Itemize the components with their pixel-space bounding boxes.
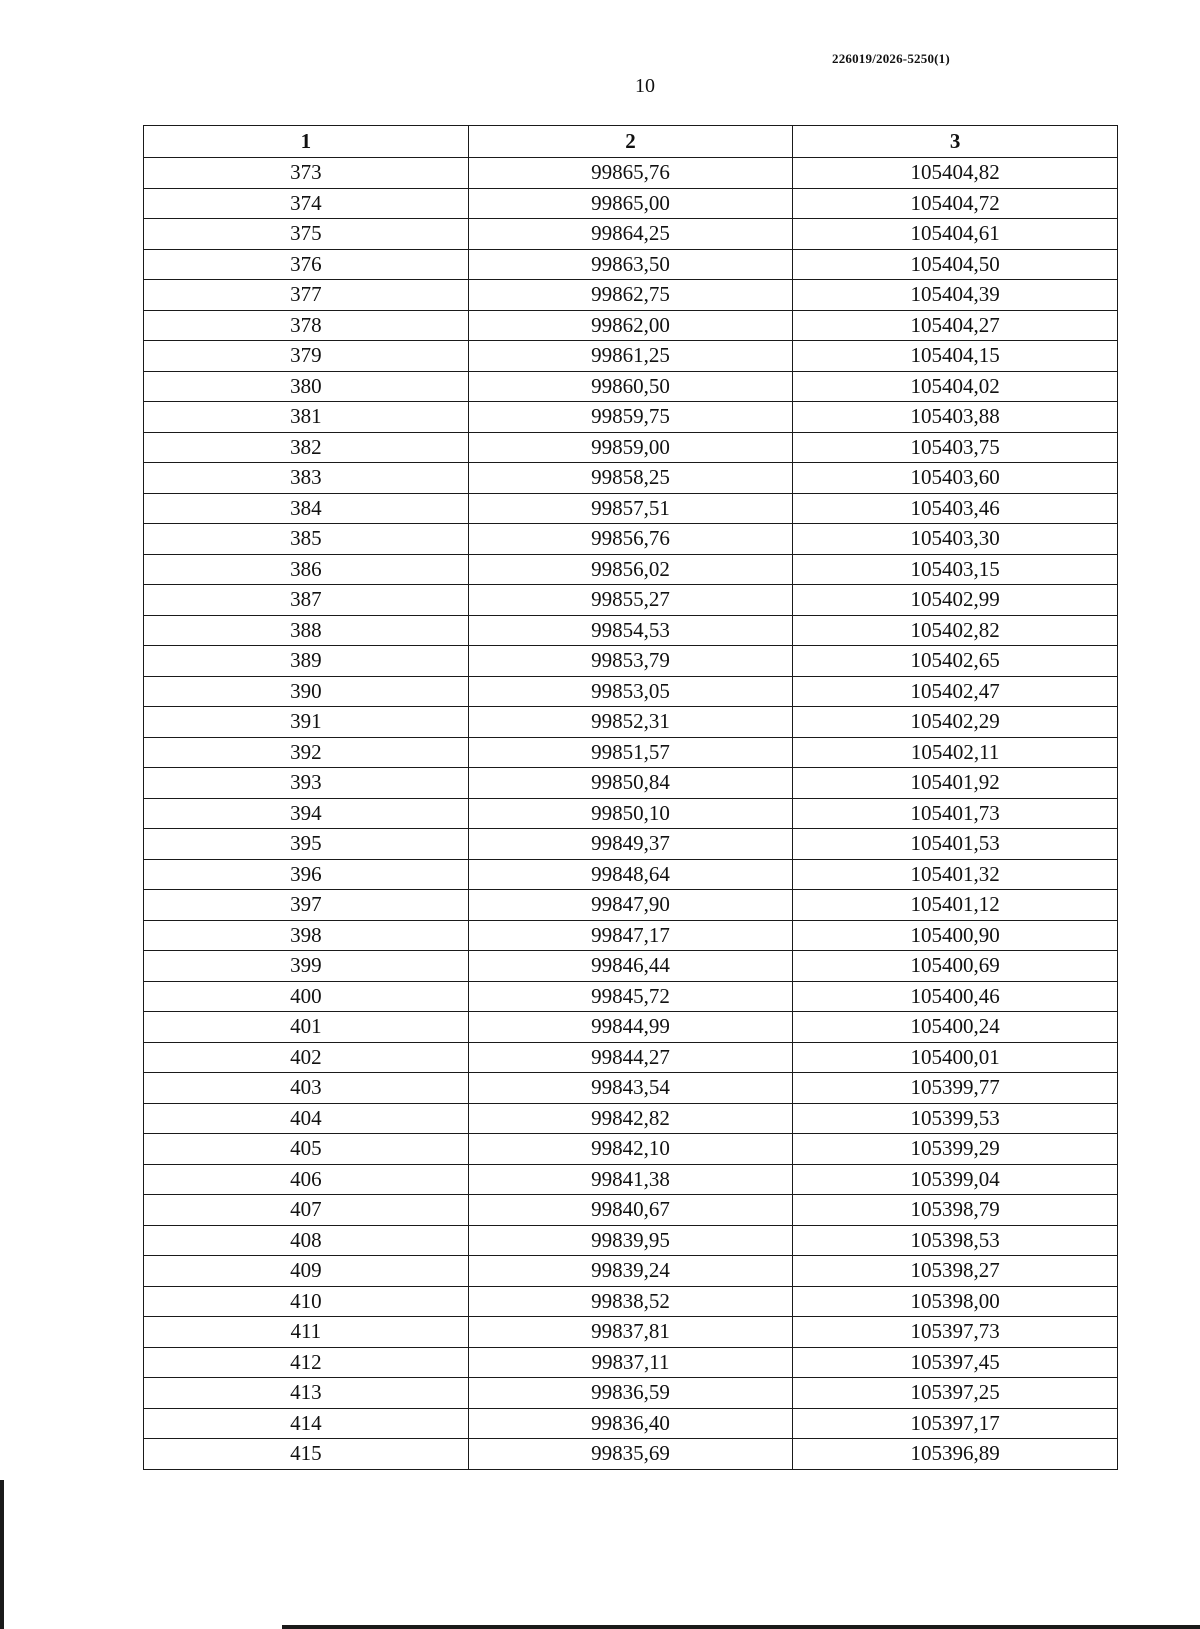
table-row	[144, 463, 1118, 494]
x-coordinate-cell: 99849,37	[468, 829, 793, 860]
x-coordinate-cell: 99859,75	[468, 402, 793, 433]
x-coordinate-cell: 99837,81	[468, 1317, 793, 1348]
y-coordinate-cell: 105404,27	[793, 310, 1118, 341]
table-header-row	[144, 126, 1118, 158]
x-coordinate-cell: 99856,76	[468, 524, 793, 555]
table-row	[144, 1134, 1118, 1165]
y-coordinate-cell: 105403,88	[793, 402, 1118, 433]
y-coordinate-cell: 105401,92	[793, 768, 1118, 799]
x-coordinate-cell: 99836,40	[468, 1408, 793, 1439]
table-row	[144, 310, 1118, 341]
table-row	[144, 341, 1118, 372]
table-row	[144, 1103, 1118, 1134]
x-coordinate-cell: 99853,79	[468, 646, 793, 677]
point-number-cell: 384	[144, 493, 469, 524]
point-number-cell: 377	[144, 280, 469, 311]
page-number: 10	[635, 75, 655, 97]
x-coordinate-cell: 99857,51	[468, 493, 793, 524]
table-row	[144, 890, 1118, 921]
point-number-cell: 392	[144, 737, 469, 768]
point-number-cell: 397	[144, 890, 469, 921]
point-number-cell: 398	[144, 920, 469, 951]
table-row	[144, 981, 1118, 1012]
x-coordinate-cell: 99859,00	[468, 432, 793, 463]
point-number-cell: 395	[144, 829, 469, 860]
table-row	[144, 1164, 1118, 1195]
x-coordinate-cell: 99847,90	[468, 890, 793, 921]
x-coordinate-cell: 99862,75	[468, 280, 793, 311]
x-coordinate-cell: 99850,84	[468, 768, 793, 799]
y-coordinate-cell: 105403,30	[793, 524, 1118, 555]
x-coordinate-cell: 99864,25	[468, 219, 793, 250]
table-row	[144, 554, 1118, 585]
x-coordinate-cell: 99837,11	[468, 1347, 793, 1378]
point-number-cell: 383	[144, 463, 469, 494]
x-coordinate-cell: 99835,69	[468, 1439, 793, 1470]
point-number-cell: 388	[144, 615, 469, 646]
x-coordinate-cell: 99844,27	[468, 1042, 793, 1073]
x-coordinate-cell: 99863,50	[468, 249, 793, 280]
table-row	[144, 1225, 1118, 1256]
table-row	[144, 585, 1118, 616]
x-coordinate-cell: 99860,50	[468, 371, 793, 402]
table-row	[144, 1256, 1118, 1287]
y-coordinate-cell: 105400,46	[793, 981, 1118, 1012]
table-row	[144, 432, 1118, 463]
column-header-3: 3	[793, 126, 1118, 158]
point-number-cell: 401	[144, 1012, 469, 1043]
point-number-cell: 379	[144, 341, 469, 372]
point-number-cell: 375	[144, 219, 469, 250]
y-coordinate-cell: 105400,90	[793, 920, 1118, 951]
y-coordinate-cell: 105401,32	[793, 859, 1118, 890]
point-number-cell: 385	[144, 524, 469, 555]
x-coordinate-cell: 99839,95	[468, 1225, 793, 1256]
x-coordinate-cell: 99843,54	[468, 1073, 793, 1104]
point-number-cell: 378	[144, 310, 469, 341]
point-number-cell: 376	[144, 249, 469, 280]
point-number-cell: 394	[144, 798, 469, 829]
table-row	[144, 1408, 1118, 1439]
y-coordinate-cell: 105402,47	[793, 676, 1118, 707]
y-coordinate-cell: 105404,50	[793, 249, 1118, 280]
point-number-cell: 396	[144, 859, 469, 890]
table-row	[144, 859, 1118, 890]
y-coordinate-cell: 105398,27	[793, 1256, 1118, 1287]
y-coordinate-cell: 105398,79	[793, 1195, 1118, 1226]
table-row	[144, 798, 1118, 829]
point-number-cell: 380	[144, 371, 469, 402]
x-coordinate-cell: 99858,25	[468, 463, 793, 494]
y-coordinate-cell: 105402,82	[793, 615, 1118, 646]
y-coordinate-cell: 105403,60	[793, 463, 1118, 494]
x-coordinate-cell: 99840,67	[468, 1195, 793, 1226]
point-number-cell: 404	[144, 1103, 469, 1134]
y-coordinate-cell: 105404,02	[793, 371, 1118, 402]
point-number-cell: 400	[144, 981, 469, 1012]
table-row	[144, 1286, 1118, 1317]
table-row	[144, 1042, 1118, 1073]
x-coordinate-cell: 99853,05	[468, 676, 793, 707]
y-coordinate-cell: 105402,29	[793, 707, 1118, 738]
point-number-cell: 386	[144, 554, 469, 585]
x-coordinate-cell: 99846,44	[468, 951, 793, 982]
y-coordinate-cell: 105402,11	[793, 737, 1118, 768]
table-row	[144, 1317, 1118, 1348]
x-coordinate-cell: 99856,02	[468, 554, 793, 585]
column-header-2: 2	[468, 126, 793, 158]
y-coordinate-cell: 105402,65	[793, 646, 1118, 677]
y-coordinate-cell: 105404,72	[793, 188, 1118, 219]
y-coordinate-cell: 105400,69	[793, 951, 1118, 982]
point-number-cell: 410	[144, 1286, 469, 1317]
table-row	[144, 402, 1118, 433]
x-coordinate-cell: 99865,76	[468, 158, 793, 189]
table-row	[144, 1439, 1118, 1470]
x-coordinate-cell: 99836,59	[468, 1378, 793, 1409]
y-coordinate-cell: 105401,12	[793, 890, 1118, 921]
y-coordinate-cell: 105404,61	[793, 219, 1118, 250]
point-number-cell: 414	[144, 1408, 469, 1439]
table-row	[144, 493, 1118, 524]
table-row	[144, 371, 1118, 402]
point-number-cell: 393	[144, 768, 469, 799]
point-number-cell: 402	[144, 1042, 469, 1073]
table-row	[144, 219, 1118, 250]
table-row	[144, 524, 1118, 555]
table-row	[144, 737, 1118, 768]
x-coordinate-cell: 99865,00	[468, 188, 793, 219]
point-number-cell: 407	[144, 1195, 469, 1226]
x-coordinate-cell: 99862,00	[468, 310, 793, 341]
x-coordinate-cell: 99845,72	[468, 981, 793, 1012]
y-coordinate-cell: 105403,75	[793, 432, 1118, 463]
table-row	[144, 1347, 1118, 1378]
y-coordinate-cell: 105399,04	[793, 1164, 1118, 1195]
y-coordinate-cell: 105399,77	[793, 1073, 1118, 1104]
y-coordinate-cell: 105397,45	[793, 1347, 1118, 1378]
table-row	[144, 615, 1118, 646]
y-coordinate-cell: 105404,39	[793, 280, 1118, 311]
x-coordinate-cell: 99848,64	[468, 859, 793, 890]
y-coordinate-cell: 105401,73	[793, 798, 1118, 829]
table-row	[144, 646, 1118, 677]
point-number-cell: 373	[144, 158, 469, 189]
point-number-cell: 399	[144, 951, 469, 982]
x-coordinate-cell: 99861,25	[468, 341, 793, 372]
x-coordinate-cell: 99847,17	[468, 920, 793, 951]
point-number-cell: 411	[144, 1317, 469, 1348]
x-coordinate-cell: 99854,53	[468, 615, 793, 646]
scan-edge-bottom	[282, 1625, 1200, 1629]
table-row	[144, 829, 1118, 860]
y-coordinate-cell: 105399,29	[793, 1134, 1118, 1165]
column-header-1: 1	[144, 126, 469, 158]
point-number-cell: 409	[144, 1256, 469, 1287]
y-coordinate-cell: 105398,00	[793, 1286, 1118, 1317]
coordinates-table	[143, 125, 1118, 1470]
table-row	[144, 920, 1118, 951]
x-coordinate-cell: 99841,38	[468, 1164, 793, 1195]
y-coordinate-cell: 105402,99	[793, 585, 1118, 616]
table-row	[144, 188, 1118, 219]
x-coordinate-cell: 99842,10	[468, 1134, 793, 1165]
table-row	[144, 1195, 1118, 1226]
point-number-cell: 381	[144, 402, 469, 433]
point-number-cell: 408	[144, 1225, 469, 1256]
point-number-cell: 412	[144, 1347, 469, 1378]
table-row	[144, 951, 1118, 982]
point-number-cell: 382	[144, 432, 469, 463]
y-coordinate-cell: 105398,53	[793, 1225, 1118, 1256]
table-row	[144, 707, 1118, 738]
table-row	[144, 676, 1118, 707]
x-coordinate-cell: 99850,10	[468, 798, 793, 829]
point-number-cell: 403	[144, 1073, 469, 1104]
point-number-cell: 374	[144, 188, 469, 219]
point-number-cell: 389	[144, 646, 469, 677]
y-coordinate-cell: 105397,25	[793, 1378, 1118, 1409]
point-number-cell: 415	[144, 1439, 469, 1470]
y-coordinate-cell: 105403,46	[793, 493, 1118, 524]
y-coordinate-cell: 105399,53	[793, 1103, 1118, 1134]
y-coordinate-cell: 105396,89	[793, 1439, 1118, 1470]
table-row	[144, 768, 1118, 799]
point-number-cell: 413	[144, 1378, 469, 1409]
point-number-cell: 387	[144, 585, 469, 616]
table-row	[144, 1378, 1118, 1409]
table-row	[144, 280, 1118, 311]
y-coordinate-cell: 105397,17	[793, 1408, 1118, 1439]
point-number-cell: 391	[144, 707, 469, 738]
point-number-cell: 406	[144, 1164, 469, 1195]
y-coordinate-cell: 105403,15	[793, 554, 1118, 585]
y-coordinate-cell: 105397,73	[793, 1317, 1118, 1348]
x-coordinate-cell: 99844,99	[468, 1012, 793, 1043]
x-coordinate-cell: 99838,52	[468, 1286, 793, 1317]
document-reference: 226019/2026-5250(1)	[832, 51, 950, 66]
x-coordinate-cell: 99842,82	[468, 1103, 793, 1134]
point-number-cell: 405	[144, 1134, 469, 1165]
y-coordinate-cell: 105404,82	[793, 158, 1118, 189]
table-row	[144, 249, 1118, 280]
y-coordinate-cell: 105400,24	[793, 1012, 1118, 1043]
y-coordinate-cell: 105400,01	[793, 1042, 1118, 1073]
scan-edge-left	[0, 1480, 4, 1629]
y-coordinate-cell: 105401,53	[793, 829, 1118, 860]
table-row	[144, 158, 1118, 189]
table-row	[144, 1012, 1118, 1043]
table-body	[144, 158, 1118, 1470]
point-number-cell: 390	[144, 676, 469, 707]
x-coordinate-cell: 99839,24	[468, 1256, 793, 1287]
table-row	[144, 1073, 1118, 1104]
x-coordinate-cell: 99851,57	[468, 737, 793, 768]
y-coordinate-cell: 105404,15	[793, 341, 1118, 372]
x-coordinate-cell: 99855,27	[468, 585, 793, 616]
x-coordinate-cell: 99852,31	[468, 707, 793, 738]
